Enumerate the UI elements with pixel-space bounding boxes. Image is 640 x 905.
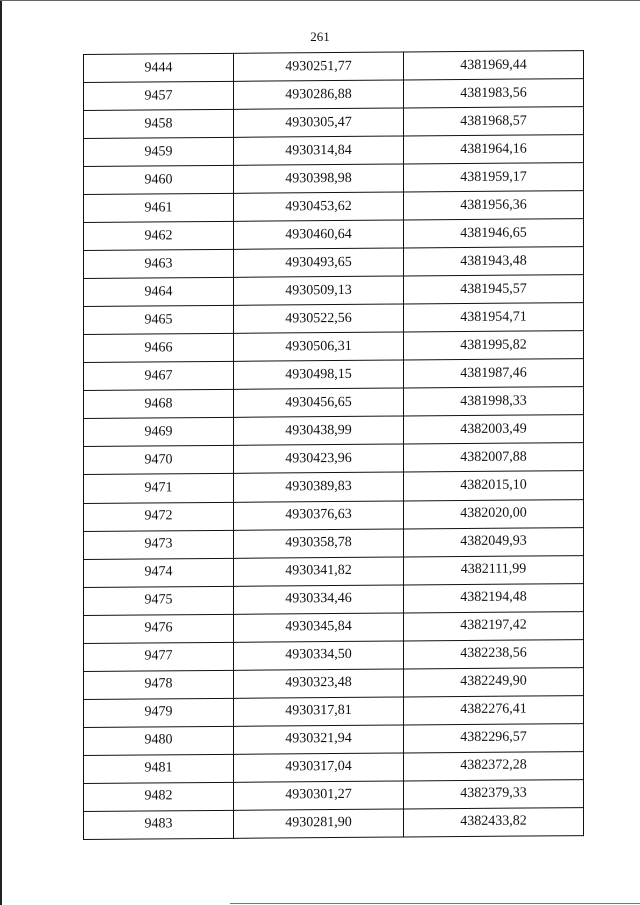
point-number-cell: 9465 [84,306,234,335]
x-coordinate-cell: 4930314,84 [234,136,404,165]
table-row [84,443,584,475]
table-row [84,639,584,671]
y-coordinate-cell: 4381998,33 [404,387,584,416]
point-number-cell: 9482 [84,782,234,811]
x-coordinate-cell: 4930305,47 [234,108,404,137]
x-coordinate-cell: 4930281,90 [234,809,404,838]
point-number-cell: 9472 [84,502,234,531]
point-number-cell: 9462 [84,222,234,251]
y-coordinate-cell: 4381983,56 [404,79,584,108]
y-coordinate-cell: 4382433,82 [404,807,584,837]
point-number-cell: 9469 [84,418,234,447]
table-row [84,471,584,503]
table-row [84,163,584,195]
point-number-cell: 9463 [84,250,234,279]
table-row [84,79,584,111]
table-row [84,107,584,139]
point-number-cell: 9467 [84,362,234,391]
x-coordinate-cell: 4930506,31 [234,332,404,361]
x-coordinate-cell: 4930317,81 [234,697,404,726]
page-number: 261 [310,29,330,44]
x-coordinate-cell: 4930341,82 [234,557,404,586]
table-row [84,807,584,839]
x-coordinate-cell: 4930423,96 [234,444,404,473]
table-row [84,611,584,643]
table-row [84,415,584,447]
point-number-cell: 9444 [84,53,234,82]
y-coordinate-cell: 4382276,41 [404,695,584,724]
point-number-cell: 9461 [84,193,234,222]
point-number-cell: 9471 [84,474,234,503]
point-number-cell: 9475 [84,586,234,615]
point-number-cell: 9470 [84,446,234,475]
scan-bottom-line [230,903,640,904]
table-row [84,527,584,559]
y-coordinate-cell: 4382049,93 [404,527,584,556]
x-coordinate-cell: 4930301,27 [234,781,404,810]
point-number-cell: 9473 [84,530,234,559]
point-number-cell: 9476 [84,614,234,643]
y-coordinate-cell: 4382296,57 [404,723,584,752]
y-coordinate-cell: 4382003,49 [404,415,584,444]
y-coordinate-cell: 4381987,46 [404,359,584,388]
y-coordinate-cell: 4382015,10 [404,471,584,500]
x-coordinate-cell: 4930460,64 [234,220,404,249]
y-coordinate-cell: 4381959,17 [404,163,584,192]
x-coordinate-cell: 4930453,62 [234,192,404,221]
x-coordinate-cell: 4930334,46 [234,585,404,614]
point-number-cell: 9479 [84,698,234,727]
table-row [84,135,584,167]
point-number-cell: 9457 [84,81,234,110]
table-row [84,359,584,391]
point-number-cell: 9464 [84,278,234,307]
table-row [84,751,584,783]
y-coordinate-cell: 4382197,42 [404,611,584,640]
point-number-cell: 9480 [84,726,234,755]
table-row [84,303,584,335]
y-coordinate-cell: 4382249,90 [404,667,584,696]
x-coordinate-cell: 4930522,56 [234,304,404,333]
y-coordinate-cell: 4381946,65 [404,219,584,248]
point-number-cell: 9481 [84,754,234,783]
x-coordinate-cell: 4930251,77 [234,52,404,81]
point-number-cell: 9474 [84,558,234,587]
x-coordinate-cell: 4930498,15 [234,360,404,389]
x-coordinate-cell: 4930389,83 [234,472,404,501]
x-coordinate-cell: 4930317,04 [234,753,404,782]
y-coordinate-cell: 4382111,99 [404,555,584,584]
x-coordinate-cell: 4930358,78 [234,529,404,558]
y-coordinate-cell: 4381969,44 [404,51,584,80]
point-number-cell: 9478 [84,670,234,699]
table-row [84,779,584,811]
table-row [84,499,584,531]
y-coordinate-cell: 4382238,56 [404,639,584,668]
point-number-cell: 9460 [84,165,234,194]
y-coordinate-cell: 4382372,28 [404,751,584,780]
y-coordinate-cell: 4381945,57 [404,275,584,304]
x-coordinate-cell: 4930321,94 [234,725,404,754]
x-coordinate-cell: 4930509,13 [234,276,404,305]
y-coordinate-cell: 4381968,57 [404,107,584,136]
table-row [84,695,584,727]
point-number-cell: 9477 [84,642,234,671]
scan-left-border [0,0,2,905]
y-coordinate-cell: 4381995,82 [404,331,584,360]
table-row [84,191,584,223]
x-coordinate-cell: 4930493,65 [234,248,404,277]
y-coordinate-cell: 4381956,36 [404,191,584,220]
x-coordinate-cell: 4930438,99 [234,416,404,445]
x-coordinate-cell: 4930345,84 [234,613,404,642]
coordinates-table-container [83,50,583,840]
y-coordinate-cell: 4382007,88 [404,443,584,472]
x-coordinate-cell: 4930376,63 [234,500,404,529]
scan-top-border [0,0,640,1]
table-row [84,275,584,307]
table-row [84,219,584,251]
y-coordinate-cell: 4381954,71 [404,303,584,332]
x-coordinate-cell: 4930323,48 [234,669,404,698]
table-row [84,51,584,83]
x-coordinate-cell: 4930286,88 [234,80,404,109]
y-coordinate-cell: 4382379,33 [404,779,584,808]
point-number-cell: 9459 [84,137,234,166]
x-coordinate-cell: 4930334,50 [234,641,404,670]
table-row [84,723,584,755]
point-number-cell: 9468 [84,390,234,419]
coordinates-table [83,50,584,840]
table-row [84,387,584,419]
x-coordinate-cell: 4930398,98 [234,164,404,193]
table-row [84,555,584,587]
coordinates-table-body [84,51,584,840]
y-coordinate-cell: 4382194,48 [404,583,584,612]
y-coordinate-cell: 4381964,16 [404,135,584,164]
point-number-cell: 9466 [84,334,234,363]
point-number-cell: 9458 [84,109,234,138]
y-coordinate-cell: 4382020,00 [404,499,584,528]
point-number-cell: 9483 [84,810,234,839]
table-row [84,667,584,699]
table-row [84,331,584,363]
x-coordinate-cell: 4930456,65 [234,388,404,417]
table-row [84,583,584,615]
table-row [84,247,584,279]
y-coordinate-cell: 4381943,48 [404,247,584,276]
